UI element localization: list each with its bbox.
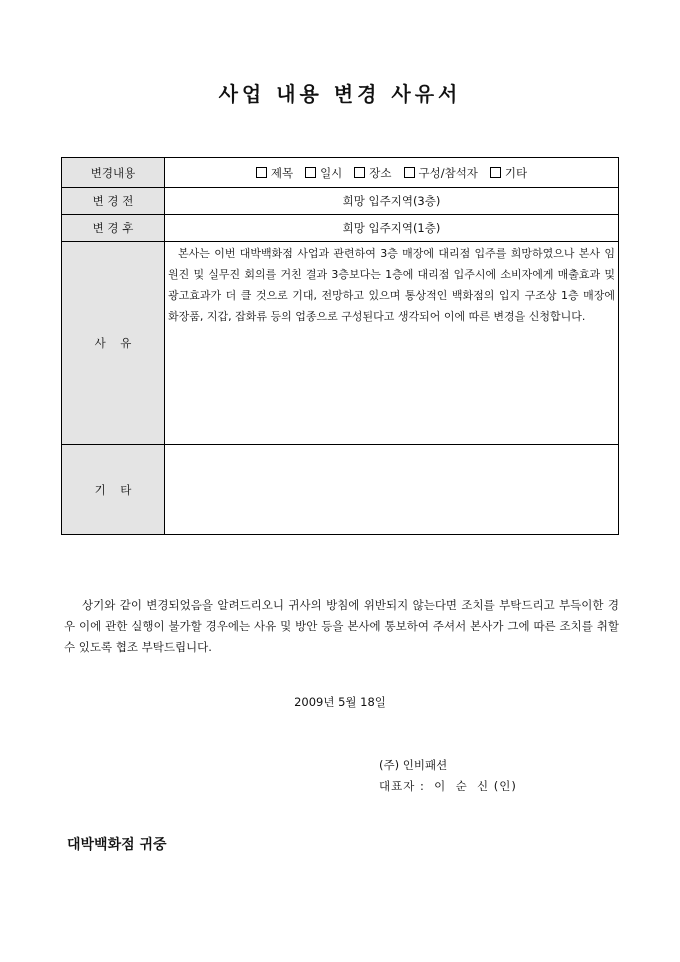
other-label: 기 타	[62, 445, 165, 535]
after-value: 희망 입주지역(1층)	[165, 215, 619, 242]
company-name: (주) 인비패션	[379, 758, 448, 772]
change-content-options	[165, 158, 619, 188]
checkbox-icon[interactable]	[490, 167, 501, 178]
before-label: 변 경 전	[62, 188, 165, 215]
reason-row	[62, 242, 619, 445]
checkbox-icon[interactable]	[404, 167, 415, 178]
other-value	[165, 445, 619, 535]
checkbox-icon[interactable]	[256, 167, 267, 178]
before-row	[62, 188, 619, 215]
option-place[interactable]: 장소	[354, 165, 391, 181]
after-label: 변 경 후	[62, 215, 165, 242]
checkbox-icon[interactable]	[305, 167, 316, 178]
body-paragraph: 상기와 같이 변경되었음을 알려드리오니 귀사의 방침에 위반되지 않는다면 조치를 부탁드리고 부득이한 경우 이에 관한 실행이 불가할 경우에는 사유 및 방안 등을 본사에 통보하여 주셔서 본사가 그에 따른 조치를 취할 수 있도록 협조 부탁드립니다.	[64, 598, 619, 654]
recipient: 대박백화점 귀중	[67, 837, 167, 853]
representative: 대표자 : 이 순 신 (인)	[379, 779, 517, 793]
option-participants[interactable]: 구성/참석자	[404, 165, 478, 181]
after-row	[62, 215, 619, 242]
checkbox-icon[interactable]	[354, 167, 365, 178]
reason-text: 본사는 이번 대박백화점 사업과 관련하여 3층 매장에 대리점 입주를 희망하였으나 본사 임원진 및 실무진 회의를 거친 결과 3층보다는 1층에 대리점 입주시에 소비자에게 매출효과 및 광고효과가 더 클 것으로 기대, 전망하고 있으며 통상적인 백화점의 입지 구조상 1층 매장에 화장품, 지갑, 잡화류 등의 업종으로 구성된다고 생각되어 이에 따른 변경을 신청합니다.	[165, 242, 619, 445]
change-form-table	[61, 157, 619, 535]
document-date: 2009년 5월 18일	[294, 695, 386, 709]
other-row	[62, 445, 619, 535]
option-title[interactable]: 제목	[256, 165, 293, 181]
option-other[interactable]: 기타	[490, 165, 527, 181]
reason-label: 사 유	[62, 242, 165, 445]
option-datetime[interactable]: 일시	[305, 165, 342, 181]
change-content-row	[62, 158, 619, 188]
document-title: 사업 내용 변경 사유서	[218, 82, 462, 106]
before-value: 희망 입주지역(3층)	[165, 188, 619, 215]
change-content-label: 변경내용	[62, 158, 165, 188]
